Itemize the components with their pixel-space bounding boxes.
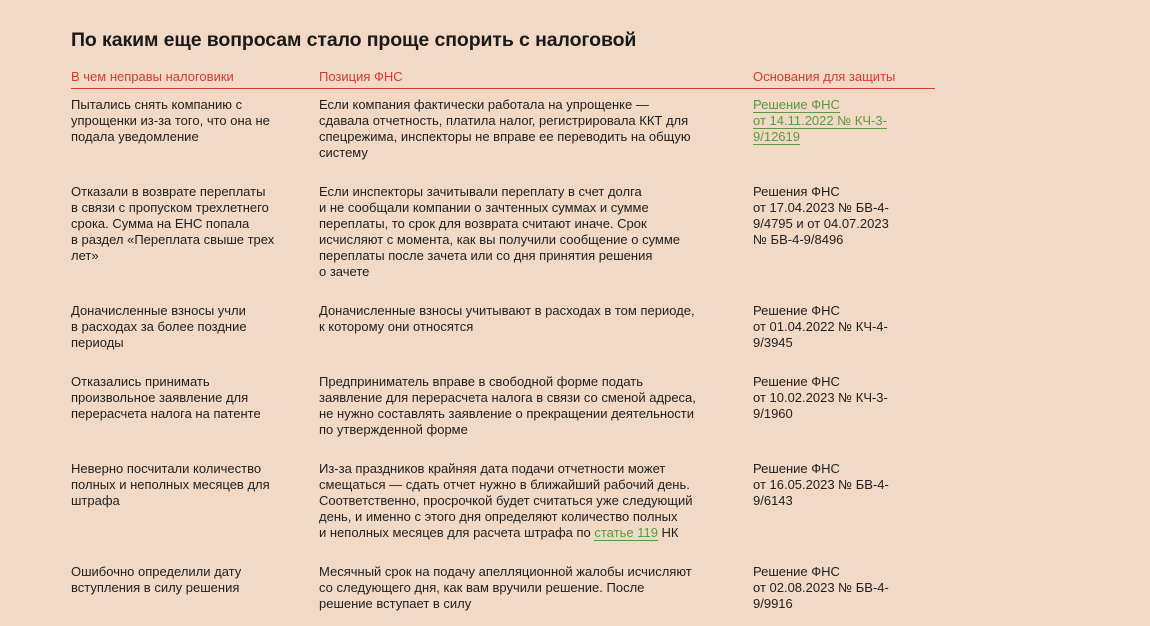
cell-grounds bbox=[753, 374, 935, 438]
cell-line: перерасчета налога на патенте bbox=[71, 406, 261, 421]
cell-line: вступления в силу решения bbox=[71, 580, 240, 595]
cell-line: по утвержденной форме bbox=[319, 422, 468, 437]
cell-line: исчисляют с момента, как вы получили сообщение о сумме bbox=[319, 232, 681, 247]
link-line[interactable]: 9/12619 bbox=[753, 129, 800, 144]
cell-line: от 02.08.2023 № БВ-4- bbox=[753, 580, 889, 595]
table-row bbox=[71, 365, 935, 452]
cell-line: к которому они относятся bbox=[319, 319, 474, 334]
cell-line: Если компания фактически работала на упрощенке — bbox=[319, 97, 649, 112]
cell-line: Ошибочно определили дату bbox=[71, 564, 242, 579]
cell-line: в связи с пропуском трехлетнего bbox=[71, 200, 269, 215]
table-row bbox=[71, 175, 935, 294]
table-row bbox=[71, 89, 935, 175]
table-row bbox=[71, 555, 935, 626]
cell-line: 9/3945 bbox=[753, 335, 793, 350]
cell-line: 9/1960 bbox=[753, 406, 793, 421]
cell-mistake bbox=[71, 184, 319, 280]
article-119-link[interactable]: статье 119 bbox=[594, 525, 658, 540]
cell-grounds bbox=[753, 303, 935, 351]
cell-line: в расходах за более поздние bbox=[71, 319, 247, 334]
cell-line: в раздел «Переплата свыше трех bbox=[71, 232, 275, 247]
cell-line: Решение ФНС bbox=[753, 564, 840, 579]
table-header bbox=[71, 68, 935, 89]
cell-position bbox=[319, 564, 753, 612]
cell-grounds bbox=[753, 564, 935, 612]
cell-position bbox=[319, 184, 753, 280]
cell-line: заявление для перерасчета налога в связи со сменой адреса, bbox=[319, 390, 696, 405]
cell-line: штрафа bbox=[71, 493, 120, 508]
cell-line: Доначисленные взносы учли bbox=[71, 303, 246, 318]
cell-line: Отказали в возврате переплаты bbox=[71, 184, 266, 199]
table-row bbox=[71, 294, 935, 365]
cell-line: не нужно составлять заявление о прекращении деятельности bbox=[319, 406, 695, 421]
cell-text: НК bbox=[657, 525, 679, 540]
cell-mistake bbox=[71, 374, 319, 438]
cell-line: подала уведомление bbox=[71, 129, 199, 144]
table-row bbox=[71, 452, 935, 555]
cell-line: Решение ФНС bbox=[753, 303, 840, 318]
cell-line: Пытались снять компанию с bbox=[71, 97, 243, 112]
cell-line: 9/9916 bbox=[753, 596, 793, 611]
cell-line: решение вступает в силу bbox=[319, 596, 472, 611]
cell-mistake bbox=[71, 97, 319, 161]
cell-line: переплаты после зачета или со дня принятия решения bbox=[319, 248, 653, 263]
cell-line: периоды bbox=[71, 335, 124, 350]
cell-line: Из-за праздников крайняя дата подачи отчетности может bbox=[319, 461, 666, 476]
cell-position bbox=[319, 374, 753, 438]
cell-grounds bbox=[753, 184, 935, 280]
cell-line: № БВ-4-9/8496 bbox=[753, 232, 844, 247]
cell-line: Если инспекторы зачитывали переплату в счет долга bbox=[319, 184, 642, 199]
cell-line: произвольное заявление для bbox=[71, 390, 249, 405]
cell-line: от 10.02.2023 № КЧ-3- bbox=[753, 390, 888, 405]
cell-mistake bbox=[71, 461, 319, 541]
grounds-link[interactable] bbox=[753, 97, 935, 161]
cell-line: упрощенки из-за того, что она не bbox=[71, 113, 270, 128]
cell-line: Месячный срок на подачу апелляционной жалобы исчисляют bbox=[319, 564, 692, 579]
cell-line: Отказались принимать bbox=[71, 374, 210, 389]
cell-line: Решение ФНС bbox=[753, 374, 840, 389]
cell-line: и не сообщали компании о зачтенных суммах и сумме bbox=[319, 200, 649, 215]
cell-position bbox=[319, 303, 753, 351]
cell-line: систему bbox=[319, 145, 368, 160]
cell-text: и неполных месяцев для расчета штрафа по bbox=[319, 525, 595, 540]
cell-line: полных и неполных месяцев для bbox=[71, 477, 270, 492]
cell-line: Неверно посчитали количество bbox=[71, 461, 262, 476]
cell-line: срока. Сумма на ЕНС попала bbox=[71, 216, 250, 231]
header-fns-position: Позиция ФНС bbox=[319, 69, 403, 84]
cell-line: от 01.04.2022 № КЧ-4- bbox=[753, 319, 888, 334]
cell-line: 9/6143 bbox=[753, 493, 793, 508]
cell-line: переплаты, то срок для возврата считают иначе. Срок bbox=[319, 216, 647, 231]
link-line[interactable]: от 14.11.2022 № КЧ-3- bbox=[753, 113, 887, 128]
cell-mistake bbox=[71, 303, 319, 351]
cell-line: Доначисленные взносы учитывают в расходах в том периоде, bbox=[319, 303, 695, 318]
cell-line: со следующего дня, как вам вручили решение. После bbox=[319, 580, 645, 595]
cell-line: спецрежима, инспекторы не вправе ее переводить на общую bbox=[319, 129, 691, 144]
cell-line: о зачете bbox=[319, 264, 370, 279]
cell-line: сдавала отчетность, платила налог, регистрировала ККТ для bbox=[319, 113, 689, 128]
cell-line: Предприниматель вправе в свободной форме подать bbox=[319, 374, 643, 389]
cell-line: от 17.04.2023 № БВ-4- bbox=[753, 200, 889, 215]
cell-line: 9/4795 и от 04.07.2023 bbox=[753, 216, 889, 231]
cell-line: лет» bbox=[71, 248, 99, 263]
table-title: По каким еще вопросам стало проще спорить с налоговой bbox=[71, 29, 637, 51]
cell-line: Решение ФНС bbox=[753, 461, 840, 476]
header-mistakes: В чем неправы налоговики bbox=[71, 69, 234, 84]
cell-line: день, и именно с этого дня определяют количество полных bbox=[319, 509, 678, 524]
header-grounds: Основания для защиты bbox=[753, 69, 896, 84]
cell-line: от 16.05.2023 № БВ-4- bbox=[753, 477, 889, 492]
cell-grounds bbox=[753, 461, 935, 541]
cell-position bbox=[319, 461, 753, 541]
cell-line-with-link bbox=[319, 525, 743, 541]
cell-position bbox=[319, 97, 753, 161]
cell-line: смещаться — сдать отчет нужно в ближайший рабочий день. bbox=[319, 477, 690, 492]
cell-mistake bbox=[71, 564, 319, 612]
cell-line: Соответственно, просрочкой будет считаться уже следующий bbox=[319, 493, 693, 508]
link-line[interactable]: Решение ФНС bbox=[753, 97, 840, 112]
cell-line: Решения ФНС bbox=[753, 184, 840, 199]
comparison-table bbox=[71, 68, 935, 626]
